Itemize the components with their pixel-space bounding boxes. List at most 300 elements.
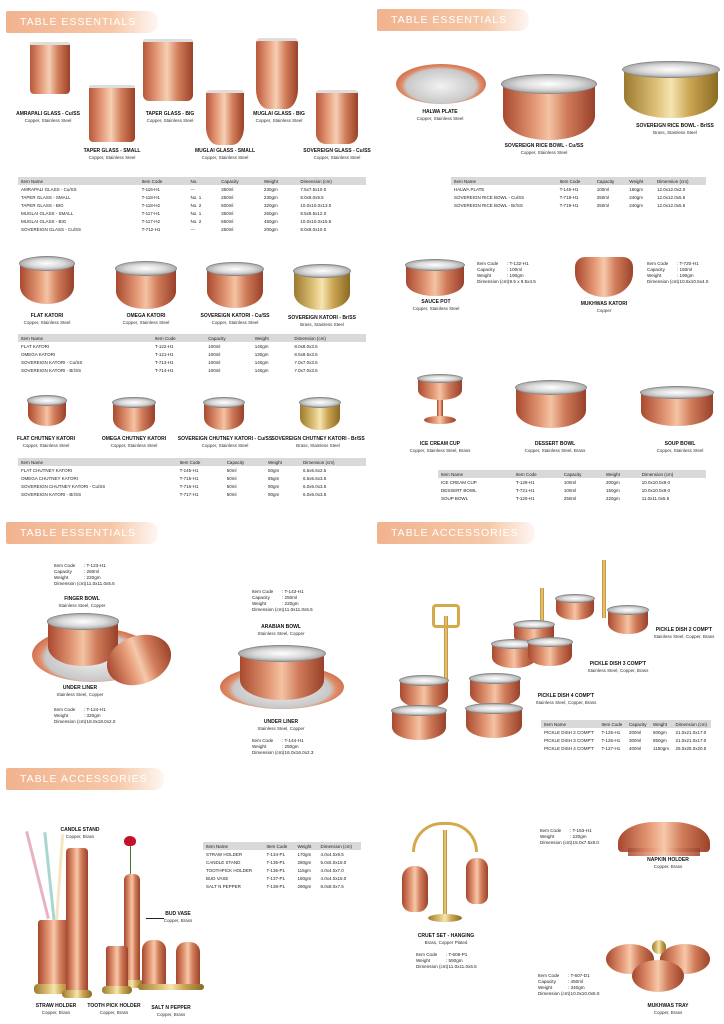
table-header-row — [451, 177, 706, 185]
ice-cream-cup-base — [424, 416, 456, 424]
label-sov-rice-br: SOVEREIGN RICE BOWL - Br/SS Brass, Stainless Steel — [636, 123, 714, 135]
finger-underliner-specs: Item Code : T-124-H1 Weight : 320gm Dimension (cm): 18.0x18.0x2.0 — [54, 707, 116, 725]
cruet-bottle-right — [466, 858, 488, 904]
banner-table-accessories-1: TABLE ACCESSORIES — [377, 522, 535, 544]
table-cell: 240gm — [629, 202, 644, 208]
table-cell: CANDLE STAND — [206, 859, 241, 865]
table-cell: HALWA PLATE — [454, 186, 485, 192]
dessert-spec-table — [438, 470, 706, 502]
label-sovereign-glass: SOVEREIGN GLASS - Cu/SS Copper, Stainless Steel — [303, 148, 371, 160]
table-cell: 100ml — [208, 351, 221, 357]
table-cell: 85gm — [268, 475, 280, 481]
label-straw-holder: STRAW HOLDER Copper, Brass — [35, 1003, 77, 1015]
table-cell: 8.0x8.0x10.0 — [300, 226, 327, 232]
bud-vase-pointer — [146, 918, 164, 919]
flat-chutney-katori-image — [28, 398, 66, 426]
table-cell: 100ml — [596, 186, 609, 192]
table-cell: T-712-H1 — [141, 226, 161, 232]
table-header-cell: Weight — [265, 458, 300, 466]
table-cell: SOVEREIGN CHUTNEY KATORI - Cu/SS — [21, 483, 106, 489]
table-cell: 7.5x7.5x10.0 — [300, 186, 327, 192]
table-row — [18, 225, 366, 233]
table-cell: 12.0x12.0x5.5 — [656, 194, 686, 200]
table-row — [203, 882, 361, 890]
table-cell: 850gm — [653, 737, 667, 743]
table-cell: 6.5x6.5x3.5 — [303, 475, 327, 481]
table-cell: ICE CREAM CUP — [441, 479, 477, 485]
table-row — [18, 193, 366, 201]
arabian-underliner-specs: Item Code : T-144-H1 Weight : 250gm Dimension (cm): 16.0x16.0x2.3 — [252, 738, 314, 756]
label-flat-katori: FLAT KATORI Copper, Stainless Steel — [23, 313, 71, 325]
label-pickle3: PICKLE DISH 3 COMP'T Stainless Steel, Copper, Brass — [587, 661, 649, 673]
table-cell: No. 1 — [190, 210, 202, 216]
table-cell: No. 2 — [190, 202, 202, 208]
table-header-cell: Weight — [294, 842, 317, 850]
table-cell: 140gm — [254, 367, 269, 373]
napkin-holder-base — [628, 848, 700, 856]
table-cell: 200ml — [628, 729, 642, 735]
table-row — [18, 366, 366, 374]
cruet-stand-base — [428, 914, 462, 922]
sovereign-katori-br-image — [294, 268, 350, 310]
table-row — [18, 490, 366, 498]
table-cell: T-145-H1 — [179, 467, 199, 473]
table-cell: 50ml — [226, 491, 237, 497]
table-cell: T-126-H1 — [601, 737, 621, 743]
table-cell: 130gm — [254, 351, 269, 357]
table-cell: 50gm — [268, 467, 280, 473]
table-cell: 8.0x8.0x3.5 — [294, 343, 318, 349]
label-taper-small: TAPER GLASS - SMALL Copper, Stainless Steel — [83, 148, 141, 160]
table-cell: 170gm — [297, 851, 312, 857]
table-header-cell: Weight — [626, 177, 654, 185]
table-header-cell: Item Name — [18, 334, 152, 342]
table-header-cell: Dimension (cm) — [673, 720, 711, 728]
table-cell: 4.0x4.0x9.5 — [320, 851, 344, 857]
table-cell: SOVEREIGN GLASS - Cu/SS — [21, 226, 82, 232]
table-cell: SOVEREIGN KATORI - Br/SS — [21, 367, 82, 373]
label-flat-chutney: FLAT CHUTNEY KATORI Copper, Stainless Steel — [17, 436, 75, 448]
table-cell: AMRAPALI GLASS - Cu/SS — [21, 186, 77, 192]
sovereign-katori-cu-image — [207, 266, 263, 308]
table-cell: T-127-H1 — [601, 745, 621, 751]
table-header-cell: Item Name — [18, 458, 177, 466]
table-cell: 160gm — [629, 186, 644, 192]
cruet-specs: Item Code : T-608-P1 Weight : 550gm Dimension (cm): 11.0x11.0x5.5 — [416, 952, 477, 970]
sauce-pot-specs: Item Code : T-132-H1 Capacity : 100ml Weight : 190gm Dimension (cm): 9.5 x 9.5x4.5 — [477, 261, 536, 285]
table-cell: 11.0x11.0x5.5 — [641, 495, 670, 501]
label-finger-underliner: UNDER LINER Stainless Steel, Copper — [56, 685, 104, 697]
table-header-cell: Dimension (cm) — [297, 177, 366, 185]
table-header-cell: Capacity — [224, 458, 265, 466]
table-header-cell: Weight — [261, 177, 297, 185]
table-cell: --- — [190, 186, 195, 192]
table-row — [203, 866, 361, 874]
label-arabian-bowl: ARABIAN BOWL Stainless Steel, Copper — [257, 624, 305, 636]
table-cell: T-713-H1 — [154, 359, 174, 365]
table-cell: 140gm — [254, 359, 269, 365]
table-cell: 21.0x21.0x17.0 — [675, 729, 707, 735]
table-cell: 250ml — [221, 226, 234, 232]
label-cruet: CRUET SET - HANGING Brass, Copper Plated — [417, 933, 475, 945]
table-cell: --- — [190, 226, 195, 232]
dessert-bowl-image — [516, 384, 586, 428]
table-cell: 12.0x12.0x5.5 — [656, 202, 686, 208]
sov-chutney-br-image — [300, 400, 340, 430]
table-cell: 25.0x25.0x20.5 — [675, 745, 707, 751]
table-cell: 240gm — [629, 194, 644, 200]
arabian-bowl-specs: Item Code : T-143-H1 Capacity : 250ml Weight : 220gm Dimension (cm): 11.0x11.0x5.5 — [252, 589, 313, 613]
taper-glass-big-image — [143, 39, 193, 101]
table-header-cell: Dimension (cm) — [300, 458, 366, 466]
table-row — [18, 185, 366, 193]
label-bud-vase: BUD VASE Copper, Brass — [163, 911, 193, 923]
table-cell: 230gm — [264, 186, 278, 192]
table-cell: 12.0x12.0x2.0 — [656, 186, 686, 192]
label-amrapali: AMRAPALI GLASS - Cu/SS Copper, Stainless Steel — [16, 111, 80, 123]
sovereign-rice-bowl-br-image — [624, 66, 718, 118]
table-header-cell: Item Code — [177, 458, 224, 466]
table-header-cell: Capacity — [205, 334, 252, 342]
table-cell: 350ml — [221, 210, 234, 216]
table-cell: T-714-H1 — [154, 367, 174, 373]
table-header-cell: Item Name — [451, 177, 557, 185]
table-cell: 200gm — [605, 479, 620, 485]
table-header-cell: Item Code — [152, 334, 205, 342]
katori-spec-table — [18, 334, 366, 374]
table-header-row — [18, 177, 366, 185]
table-cell: SOVEREIGN KATORI - Cu/SS — [21, 359, 83, 365]
napkin-holder-specs: Item Code : T-163-H1 Weight : 220gm Dimension (cm): 15.0x7.5x8.0 — [540, 828, 599, 846]
table-header-cell: Weight — [603, 470, 639, 478]
mukhwas-tray-bowl-c — [632, 960, 684, 992]
pickle2-handle — [602, 560, 606, 618]
table-row — [438, 494, 706, 502]
table-cell: 180gm — [297, 875, 312, 881]
pickle4-bowl-d — [466, 706, 522, 738]
table-cell: SOUP BOWL — [441, 495, 469, 501]
table-row — [18, 350, 366, 358]
table-cell: 100ml — [563, 479, 577, 485]
sovereign-rice-bowl-cu-image — [503, 80, 595, 140]
label-sov-chutney-br: SOVEREIGN CHUTNEY KATORI - Br/SS Brass, Stainless Steel — [271, 436, 365, 448]
chutney-spec-table — [18, 458, 366, 498]
table-header-row — [18, 458, 366, 466]
table-cell: OMEGA CHUTNEY KATORI — [21, 475, 79, 481]
salt-pepper-base — [138, 984, 204, 990]
table-row — [18, 217, 366, 225]
table-cell: 100ml — [563, 487, 577, 493]
table-cell: T-116-H1 — [141, 186, 161, 192]
table-row — [541, 736, 711, 744]
table-cell: 50ml — [226, 483, 237, 489]
table-cell: T-121-H1 — [154, 351, 174, 357]
glasses-spec-table — [18, 177, 366, 233]
table-row — [451, 193, 706, 201]
pickle3-bowl-c — [528, 640, 572, 666]
omega-chutney-katori-image — [113, 400, 155, 432]
table-row — [18, 209, 366, 217]
table-header-row — [203, 842, 361, 850]
table-cell: T-718-H1 — [559, 194, 579, 200]
table-row — [541, 728, 711, 736]
table-cell: SOVEREIGN RICE BOWL - Br/SS — [454, 202, 523, 208]
table-cell: MUGLAI GLASS - BIG — [21, 218, 67, 224]
table-cell: 8.0x8.0x9.5 — [300, 194, 324, 200]
table-cell: T-135-P1 — [266, 859, 285, 865]
pickle4-bowl-c — [392, 708, 446, 740]
table-cell: 6.0x6.0x3.5 — [303, 483, 327, 489]
table-cell: PICKLE DISH 4 COMP'T — [544, 745, 595, 751]
label-halwa: HALWA PLATE Copper, Stainless Steel — [416, 109, 464, 121]
table-header-cell: No. — [187, 177, 218, 185]
table-header-cell: Item Name — [438, 470, 513, 478]
bud-vase-stem — [130, 844, 131, 874]
sov-chutney-cu-image — [204, 400, 244, 430]
table-row — [18, 474, 366, 482]
banner-table-essentials-1: TABLE ESSENTIALS — [6, 11, 158, 33]
pickle4-bowl-b — [470, 676, 520, 706]
table-cell: 230gm — [264, 194, 278, 200]
table-cell: FLAT KATORI — [21, 343, 50, 349]
rice-bowl-spec-table — [451, 177, 706, 209]
table-cell: T-117-H2 — [141, 218, 161, 224]
table-row — [451, 185, 706, 193]
table-cell: TAPER GLASS - BIG — [21, 202, 64, 208]
label-ice-cream: ICE CREAM CUP Copper, Stainless Steel, Brass — [409, 441, 471, 453]
table-cell: T-137-P1 — [266, 875, 285, 881]
table-cell: T-125-H1 — [601, 729, 621, 735]
table-cell: PICKLE DISH 2 COMP'T — [544, 729, 595, 735]
table-cell: OMEGA KATORI — [21, 351, 56, 357]
label-sov-katori-cu: SOVEREIGN KATORI - Cu/SS Copper, Stainless Steel — [200, 313, 270, 325]
table-cell: 90gm — [268, 483, 280, 489]
table-cell: 1150gm — [653, 745, 669, 751]
table-cell: SALT N PEPPER — [206, 883, 241, 889]
halwa-plate-image — [396, 64, 486, 104]
table-cell: T-134-P1 — [266, 851, 285, 857]
label-sov-katori-br: SOVEREIGN KATORI - Br/SS Brass, Stainless Steel — [288, 315, 356, 327]
table-cell: 350ml — [221, 186, 234, 192]
candle-stand-base — [62, 990, 92, 998]
flat-katori-image — [20, 260, 74, 304]
label-soup: SOUP BOWL Copper, Stainless Steel — [656, 441, 704, 453]
table-cell: 10.0x10.0x9.0 — [641, 487, 670, 493]
table-cell: 450gm — [264, 218, 278, 224]
table-header-cell: Dimension (cm) — [654, 177, 706, 185]
table-cell: 320gm — [264, 202, 278, 208]
banner-table-essentials-2: TABLE ESSENTIALS — [377, 9, 529, 31]
table-cell: T-719-H1 — [559, 202, 579, 208]
arabian-bowl-image — [240, 650, 324, 700]
table-cell: TOOTHPICK HOLDER — [206, 867, 253, 873]
pickle2-bowl-b — [608, 608, 648, 634]
table-cell: SOVEREIGN RICE BOWL - Cu/SS — [454, 194, 525, 200]
mukhwas-katori-specs: Item Code : T-720-H1 Capacity : 150ml Weight : 190gm Dimension (cm): 10.5x10.5x4.0 — [647, 261, 709, 285]
pickle4-bowl-a — [400, 678, 448, 708]
table-cell: 140gm — [254, 343, 269, 349]
ice-cream-cup-image — [418, 376, 462, 400]
table-cell: 500ml — [221, 202, 234, 208]
table-cell: 8.0x8.0x7.5 — [320, 883, 344, 889]
label-napkin: NAPKIN HOLDER Copper, Brass — [647, 857, 689, 869]
table-row — [18, 358, 366, 366]
label-toothpick: TOOTH PICK HOLDER Copper, Brass — [87, 1003, 141, 1015]
table-row — [438, 486, 706, 494]
sovereign-glass-image — [316, 90, 358, 144]
table-cell: 10.0x10.0x9.0 — [641, 479, 670, 485]
table-cell: 21.0x21.0x17.0 — [675, 737, 707, 743]
table-row — [203, 858, 361, 866]
salt-shaker-image — [142, 940, 166, 986]
table-cell: TAPER GLASS - SMALL — [21, 194, 71, 200]
table-header-cell: Item Code — [263, 842, 294, 850]
table-row — [18, 201, 366, 209]
table-header-cell: Dimension (cm) — [639, 470, 706, 478]
label-sov-chutney-cu: SOVEREIGN CHUTNEY KATORI - Cu/SS Copper, Stainless Steel — [177, 436, 273, 448]
table-cell: T-128-H1 — [515, 479, 535, 485]
table-cell: No. 2 — [190, 218, 202, 224]
table-header-cell: Weight — [252, 334, 292, 342]
taper-glass-small-image — [89, 85, 135, 142]
table-row — [18, 466, 366, 474]
label-pickle4: PICKLE DISH 4 COMP'T Stainless Steel, Copper, Brass — [535, 693, 597, 705]
table-cell: 290gm — [297, 883, 312, 889]
table-cell: 250ml — [596, 202, 609, 208]
cruet-bottle-left — [402, 866, 428, 912]
table-header-cell: Item Name — [203, 842, 263, 850]
table-cell: T-146-H1 — [559, 186, 579, 192]
table-header-cell: Capacity — [626, 720, 650, 728]
table-header-cell: Item Code — [599, 720, 626, 728]
label-arabian-underliner: UNDER LINER Stainless Steel, Copper — [257, 719, 305, 731]
table-cell: T-118-H2 — [141, 202, 161, 208]
table-cell: 200gm — [264, 226, 278, 232]
table-cell: 280gm — [297, 859, 312, 865]
table-cell: T-122-H1 — [154, 343, 174, 349]
table-cell: 6.0x6.0x3.5 — [303, 491, 327, 497]
mukhwas-tray-specs: Item Code : T-607-D1 Capacity : 450ml Weight : 340gm Dimension (cm): 10.0x10.0x5.0 — [538, 973, 600, 997]
table-cell: T-721-H1 — [515, 487, 535, 493]
banner-table-accessories-2: TABLE ACCESSORIES — [6, 768, 164, 790]
table-cell: 400ml — [628, 745, 642, 751]
table-header-cell: Dimension (cm) — [318, 842, 361, 850]
label-taper-big: TAPER GLASS - BIG Copper, Stainless Steel — [145, 111, 195, 123]
table-row — [18, 482, 366, 490]
table-cell: 100ml — [208, 343, 221, 349]
table-cell: 250ml — [596, 194, 609, 200]
table-row — [18, 342, 366, 350]
table-cell: T-715-H1 — [179, 475, 199, 481]
table-header-cell: Item Code — [139, 177, 188, 185]
table-cell: 150gm — [605, 487, 620, 493]
table-cell: BUD VASE — [206, 875, 229, 881]
table-cell: MUGLAI GLASS - SMALL — [21, 210, 74, 216]
table-cell: FLAT CHUTNEY KATORI — [21, 467, 73, 473]
table-cell: 100ml — [208, 367, 221, 373]
table-header-row — [438, 470, 706, 478]
label-candle-stand: CANDLE STAND Copper, Brass — [60, 827, 100, 839]
mukhwas-katori-image — [575, 257, 633, 297]
table-cell: T-138-P1 — [266, 883, 285, 889]
table-cell: 90gm — [268, 491, 280, 497]
label-salt-pepper: SALT N PEPPER Copper, Brass — [151, 1005, 191, 1017]
table-row — [203, 874, 361, 882]
label-omega-katori: OMEGA KATORI Copper, Stainless Steel — [122, 313, 170, 325]
straw-cream — [55, 834, 64, 924]
label-sauce-pot: SAUCE POT Copper, Stainless Steel — [412, 299, 460, 311]
table-cell: 600gm — [653, 729, 667, 735]
table-cell: T-118-H1 — [141, 194, 161, 200]
table-cell: PICKLE DISH 3 COMP'T — [544, 737, 595, 743]
table-cell: 50ml — [226, 467, 237, 473]
pepper-shaker-image — [176, 942, 200, 986]
table-cell: No. 1 — [190, 194, 202, 200]
table-cell: 8.5x8.5x12.0 — [300, 210, 327, 216]
candle-stand-image — [66, 848, 88, 994]
bud-vase-flower — [124, 836, 136, 846]
table-cell: 260gm — [264, 210, 278, 216]
table-cell: 250ml — [221, 194, 234, 200]
table-cell: 10.0x10.0x15.5 — [300, 218, 332, 224]
table-cell: T-717-H1 — [179, 491, 199, 497]
table-header-cell: Capacity — [561, 470, 603, 478]
toothpick-holder-image — [106, 946, 128, 988]
table-row — [203, 850, 361, 858]
label-sov-rice-cu: SOVEREIGN RICE BOWL - Cu/SS Copper, Stainless Steel — [504, 143, 584, 155]
toothpick-holder-base — [102, 986, 132, 994]
label-pickle2: PICKLE DISH 2 COMP'T Stainless Steel, Copper, Brass — [653, 627, 715, 639]
table-cell: 7.0x7.0x3.5 — [294, 359, 318, 365]
table-cell: STRAW HOLDER — [206, 851, 243, 857]
pickle2-bowl-a — [556, 596, 594, 620]
accessories-spec-table — [203, 842, 361, 890]
omega-katori-image — [116, 265, 176, 309]
table-cell: T-117-H1 — [141, 210, 161, 216]
muglai-glass-big-image — [256, 38, 298, 109]
table-row — [541, 744, 711, 752]
label-dessert: DESSERT BOWL Copper, Stainless Steel, Brass — [524, 441, 586, 453]
table-header-cell: Capacity — [594, 177, 627, 185]
table-header-cell: Dimension (cm) — [291, 334, 366, 342]
label-mukhwas-tray: MUKHWAS TRAY Copper, Brass — [647, 1003, 689, 1015]
table-cell: 650ml — [221, 218, 234, 224]
table-header-cell: Item Code — [513, 470, 561, 478]
table-header-cell: Item Name — [541, 720, 599, 728]
table-cell: T-120-H1 — [515, 495, 535, 501]
table-cell: 100ml — [208, 359, 221, 365]
table-cell: SOVEREIGN KATORI - Br/SS — [21, 491, 82, 497]
table-cell: 4.0x4.0x7.0 — [320, 867, 344, 873]
table-cell: T-136-P1 — [266, 867, 285, 873]
table-cell: T-716-H1 — [179, 483, 199, 489]
table-cell: 6.5x6.5x2.5 — [303, 467, 327, 473]
table-cell: 220gm — [605, 495, 620, 501]
table-cell: 50ml — [226, 475, 237, 481]
table-header-cell: Item Code — [557, 177, 594, 185]
label-muglai-small: MUGLAI GLASS - SMALL Copper, Stainless Steel — [195, 148, 255, 160]
table-cell: 7.0x7.0x3.5 — [294, 367, 318, 373]
mukhwas-tray-handle — [652, 940, 666, 954]
cruet-stand-arms — [412, 822, 478, 852]
soup-bowl-image — [641, 390, 713, 426]
table-header-cell: Item Name — [18, 177, 139, 185]
table-cell: 5.0x5.0x18.0 — [320, 859, 347, 865]
table-cell: DESSERT BOWL — [441, 487, 477, 493]
label-muglai-big: MUGLAI GLASS - BIG Copper, Stainless Steel — [253, 111, 305, 123]
table-row — [438, 478, 706, 486]
table-header-cell: Weight — [650, 720, 672, 728]
